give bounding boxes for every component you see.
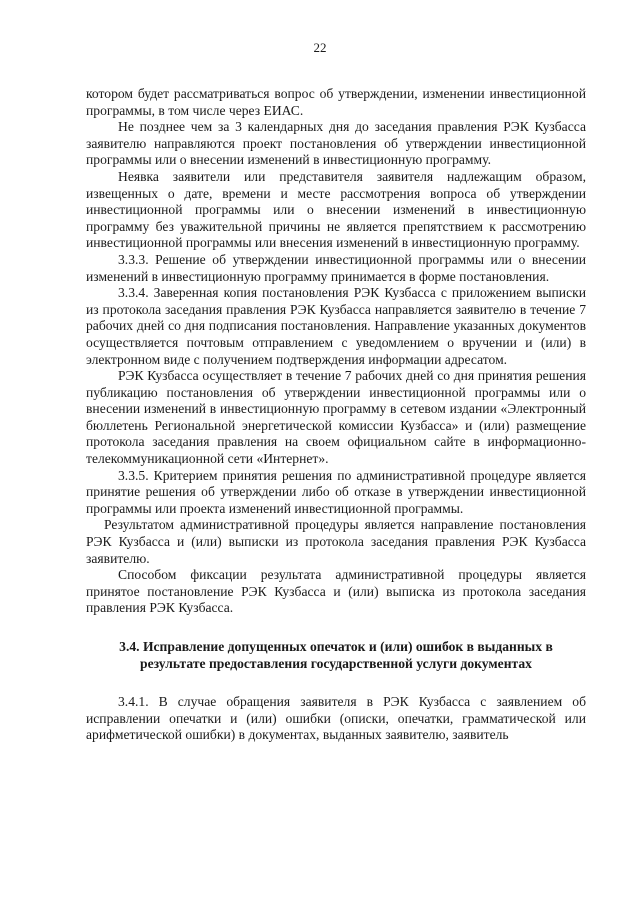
paragraph: котором будет рассматриваться вопрос об утверждении, изменении инвестиционной программы, в том числе через ЕИАС. <box>86 86 586 118</box>
paragraph: 3.3.4. Заверенная копия постановления РЭК Кузбасса с приложением выписки из протокола заседания правления РЭК Кузбасса направляется заявителю в течение 7 рабочих дней со дня подписания постановления. Направление указанных документов осуществляется почтовым отправлением с уведомлением о вручении и (или) в электронном виде с получением подтверждения информации адресатом. <box>86 285 586 367</box>
paragraph: 3.4.1. В случае обращения заявителя в РЭК Кузбасса с заявлением об исправлении опечатки и (или) ошибки (описки, опечатки, грамматической или арифметической ошибки) в документах, выданных заявителю, заявитель <box>86 694 586 743</box>
paragraph: Неявка заявители или представителя заявителя надлежащим образом, извещенных о дате, времени и месте рассмотрения вопроса об утверждении инвестиционной программы или о внесении изменений в инвестиционную программу без уважительной причины не является препятствием к рассмотрению инвестиционной программы или внесения изменений в инвестиционную программу. <box>86 168 586 251</box>
document-body <box>86 86 586 744</box>
paragraph: Способом фиксации результата административной процедуры является принятое постановление РЭК Кузбасса и (или) выписка из протокола заседания правления РЭК Кузбасса. <box>86 567 586 616</box>
paragraph: РЭК Кузбасса осуществляет в течение 7 рабочих дней со дня принятия решения публикацию постановления об утверждении инвестиционной программы или о внесении изменений в инвестиционную программу в сетевом издании «Электронный бюллетень Региональной энергетической комиссии Кузбасса» и (или) размещение протокола заседания правления на своем официальном сайте в информационно-телекоммуникационной сети «Интернет». <box>86 368 586 467</box>
paragraph: 3.3.5. Критерием принятия решения по административной процедуре является принятие решения об утверждении либо об отказе в утверждении инвестиционной программы или проекта изменений инвестиционной программы. <box>86 467 586 516</box>
paragraph: Результатом административной процедуры является направление постановления РЭК Кузбасса и (или) выписки из протокола заседания правления РЭК Кузбасса заявителю. <box>86 517 586 566</box>
paragraph: 3.3.3. Решение об утверждении инвестиционной программы или о внесении изменений в инвестиционную программу принимается в форме постановления. <box>86 251 586 284</box>
page-number: 22 <box>313 40 327 55</box>
section-heading: 3.4. Исправление допущенных опечаток и (или) ошибок в выданных в результате предоставления государственной услуги документах <box>119 639 553 671</box>
paragraph: Не позднее чем за 3 календарных дня до заседания правления РЭК Кузбасса заявителю направляются проект постановления об утверждении инвестиционной программы или о внесении изменений в инвестиционную программу. <box>86 119 586 168</box>
